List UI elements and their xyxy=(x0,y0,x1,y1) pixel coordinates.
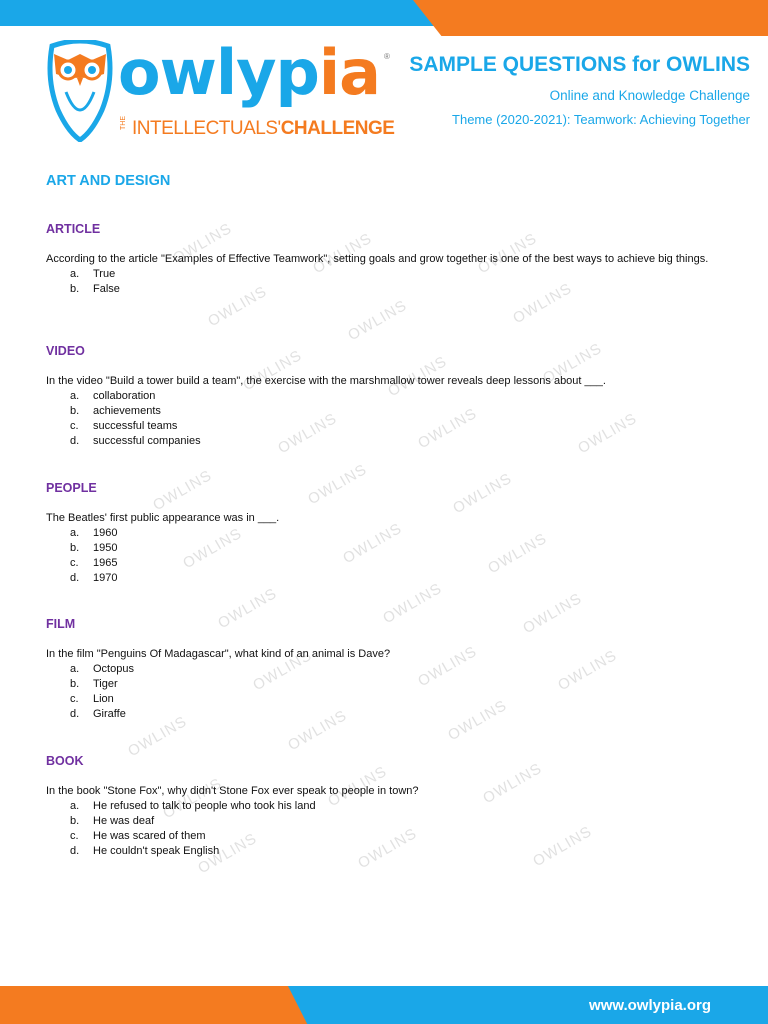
registered-mark: ® xyxy=(384,52,390,61)
option-text: Octopus xyxy=(93,663,134,675)
option-text: Lion xyxy=(93,693,114,705)
option-letter: b. xyxy=(70,815,80,827)
option-letter: c. xyxy=(70,420,79,432)
option-letter: a. xyxy=(70,800,80,812)
watermark: OWLINS xyxy=(180,524,246,573)
watermark: OWLINS xyxy=(415,642,481,691)
website-link[interactable]: www.owlypia.org xyxy=(589,997,711,1014)
tagline-the: THE xyxy=(120,116,127,130)
owlypia-logo xyxy=(44,36,404,145)
watermark: OWLINS xyxy=(325,762,391,811)
question-block xyxy=(46,754,726,859)
watermark: OWLINS xyxy=(195,829,261,878)
document-subtitle: Online and Knowledge Challenge xyxy=(549,88,750,103)
option-text: Tiger xyxy=(93,678,118,690)
question-block xyxy=(46,617,726,722)
answer-option xyxy=(70,404,726,419)
answer-options xyxy=(46,389,726,449)
option-letter: d. xyxy=(70,572,80,584)
option-letter: b. xyxy=(70,678,80,690)
answer-option xyxy=(70,526,726,541)
top-orange-band xyxy=(413,0,768,36)
watermark: OWLINS xyxy=(275,409,341,458)
question-text: In the film "Penguins Of Madagascar", what kind of an animal is Dave? xyxy=(46,648,391,660)
watermark: OWLINS xyxy=(450,469,516,518)
watermark: OWLINS xyxy=(555,646,621,695)
watermark: OWLINS xyxy=(340,519,406,568)
option-letter: c. xyxy=(70,557,79,569)
answer-option xyxy=(70,267,726,282)
watermark: OWLINS xyxy=(530,822,596,871)
watermark: OWLINS xyxy=(520,589,586,638)
option-text: 1965 xyxy=(93,557,118,569)
watermark: OWLINS xyxy=(215,584,281,633)
option-letter: c. xyxy=(70,830,79,842)
watermark: OWLINS xyxy=(415,404,481,453)
watermark: OWLINS xyxy=(355,824,421,873)
watermark: OWLINS xyxy=(480,759,546,808)
option-letter: d. xyxy=(70,435,80,447)
wordmark-accent: ia xyxy=(318,36,381,109)
option-letter: b. xyxy=(70,542,80,554)
tagline-challenge: CHALLENGE xyxy=(280,118,395,139)
watermark: OWLINS xyxy=(150,466,216,515)
watermark: OWLINS xyxy=(170,219,236,268)
option-text: achievements xyxy=(93,405,161,417)
watermark: OWLINS xyxy=(205,282,271,331)
option-text: 1970 xyxy=(93,572,118,584)
answer-options xyxy=(46,526,726,586)
question-block xyxy=(46,219,726,297)
answer-option xyxy=(70,799,726,814)
option-text: Giraffe xyxy=(93,708,126,720)
answer-option xyxy=(70,814,726,829)
option-text: successful teams xyxy=(93,420,178,432)
option-text: He couldn't speak English xyxy=(93,845,220,857)
watermark: OWLINS xyxy=(575,409,641,458)
answer-option xyxy=(70,389,726,404)
option-text: True xyxy=(93,268,116,280)
watermark: OWLINS xyxy=(160,774,226,823)
watermark: OWLINS xyxy=(240,346,306,395)
question-block xyxy=(46,344,726,449)
answer-options xyxy=(46,267,726,297)
section-title: ART AND DESIGN xyxy=(46,173,171,189)
document-title: SAMPLE QUESTIONS for OWLINS xyxy=(409,53,750,76)
watermark: OWLINS xyxy=(250,646,316,695)
answer-option xyxy=(70,692,726,707)
option-text: 1960 xyxy=(93,527,118,539)
answer-option xyxy=(70,556,726,571)
answer-options xyxy=(46,662,726,722)
watermark: OWLINS xyxy=(540,339,606,388)
option-letter: a. xyxy=(70,527,80,539)
option-text: He was scared of them xyxy=(93,830,206,842)
option-text: He was deaf xyxy=(93,815,155,827)
answer-option xyxy=(70,571,726,586)
answer-option xyxy=(70,419,726,434)
owl-icon xyxy=(44,40,116,142)
watermark: OWLINS xyxy=(385,352,451,401)
watermark: OWLINS xyxy=(305,460,371,509)
answer-option xyxy=(70,434,726,449)
question-block xyxy=(46,481,726,586)
brand-wordmark xyxy=(118,36,381,109)
answer-option xyxy=(70,707,726,722)
question-category: BOOK xyxy=(46,754,84,768)
bottom-orange-band xyxy=(0,986,330,1024)
answer-option xyxy=(70,829,726,844)
option-letter: a. xyxy=(70,268,80,280)
option-text: He refused to talk to people who took his land xyxy=(93,800,316,812)
watermark: OWLINS xyxy=(475,229,541,278)
watermark: OWLINS xyxy=(310,229,376,278)
brand-tagline xyxy=(132,118,394,140)
option-text: successful companies xyxy=(93,435,201,447)
option-letter: b. xyxy=(70,283,80,295)
wordmark-main: owlyp xyxy=(118,36,319,109)
watermark: OWLINS xyxy=(285,706,351,755)
question-category: PEOPLE xyxy=(46,481,97,495)
top-blue-band xyxy=(0,0,440,26)
option-text: False xyxy=(93,283,120,295)
document-header xyxy=(409,52,750,127)
question-text: In the video "Build a tower build a team", the exercise with the marshmallow tower reveals deep lessons about ___. xyxy=(46,375,606,387)
watermark: OWLINS xyxy=(125,712,191,761)
option-letter: d. xyxy=(70,845,80,857)
question-text: The Beatles' first public appearance was in ___. xyxy=(46,512,280,524)
option-letter: a. xyxy=(70,390,80,402)
answer-option xyxy=(70,282,726,297)
question-text: In the book "Stone Fox", why didn't Stone Fox ever speak to people in town? xyxy=(46,785,419,797)
option-letter: a. xyxy=(70,663,80,675)
answer-option xyxy=(70,844,726,859)
question-category: VIDEO xyxy=(46,344,85,358)
option-letter: d. xyxy=(70,708,80,720)
tagline-intellectuals: INTELLECTUALS' xyxy=(132,118,281,139)
option-letter: b. xyxy=(70,405,80,417)
question-text: According to the article "Examples of Effective Teamwork", setting goals and grow together is one of the best ways to achieve big things. xyxy=(46,253,709,265)
question-category: FILM xyxy=(46,617,76,631)
watermark: OWLINS xyxy=(445,696,511,745)
answer-option xyxy=(70,541,726,556)
answer-option xyxy=(70,662,726,677)
watermark: OWLINS xyxy=(485,529,551,578)
option-text: 1950 xyxy=(93,542,118,554)
question-category: ARTICLE xyxy=(46,222,101,236)
answer-options xyxy=(46,799,726,859)
watermark: OWLINS xyxy=(345,296,411,345)
watermark: OWLINS xyxy=(380,579,446,628)
answer-option xyxy=(70,677,726,692)
watermark: OWLINS xyxy=(510,279,576,328)
document-theme: Theme (2020-2021): Teamwork: Achieving Together xyxy=(452,112,750,127)
option-letter: c. xyxy=(70,693,79,705)
option-text: collaboration xyxy=(93,390,156,402)
